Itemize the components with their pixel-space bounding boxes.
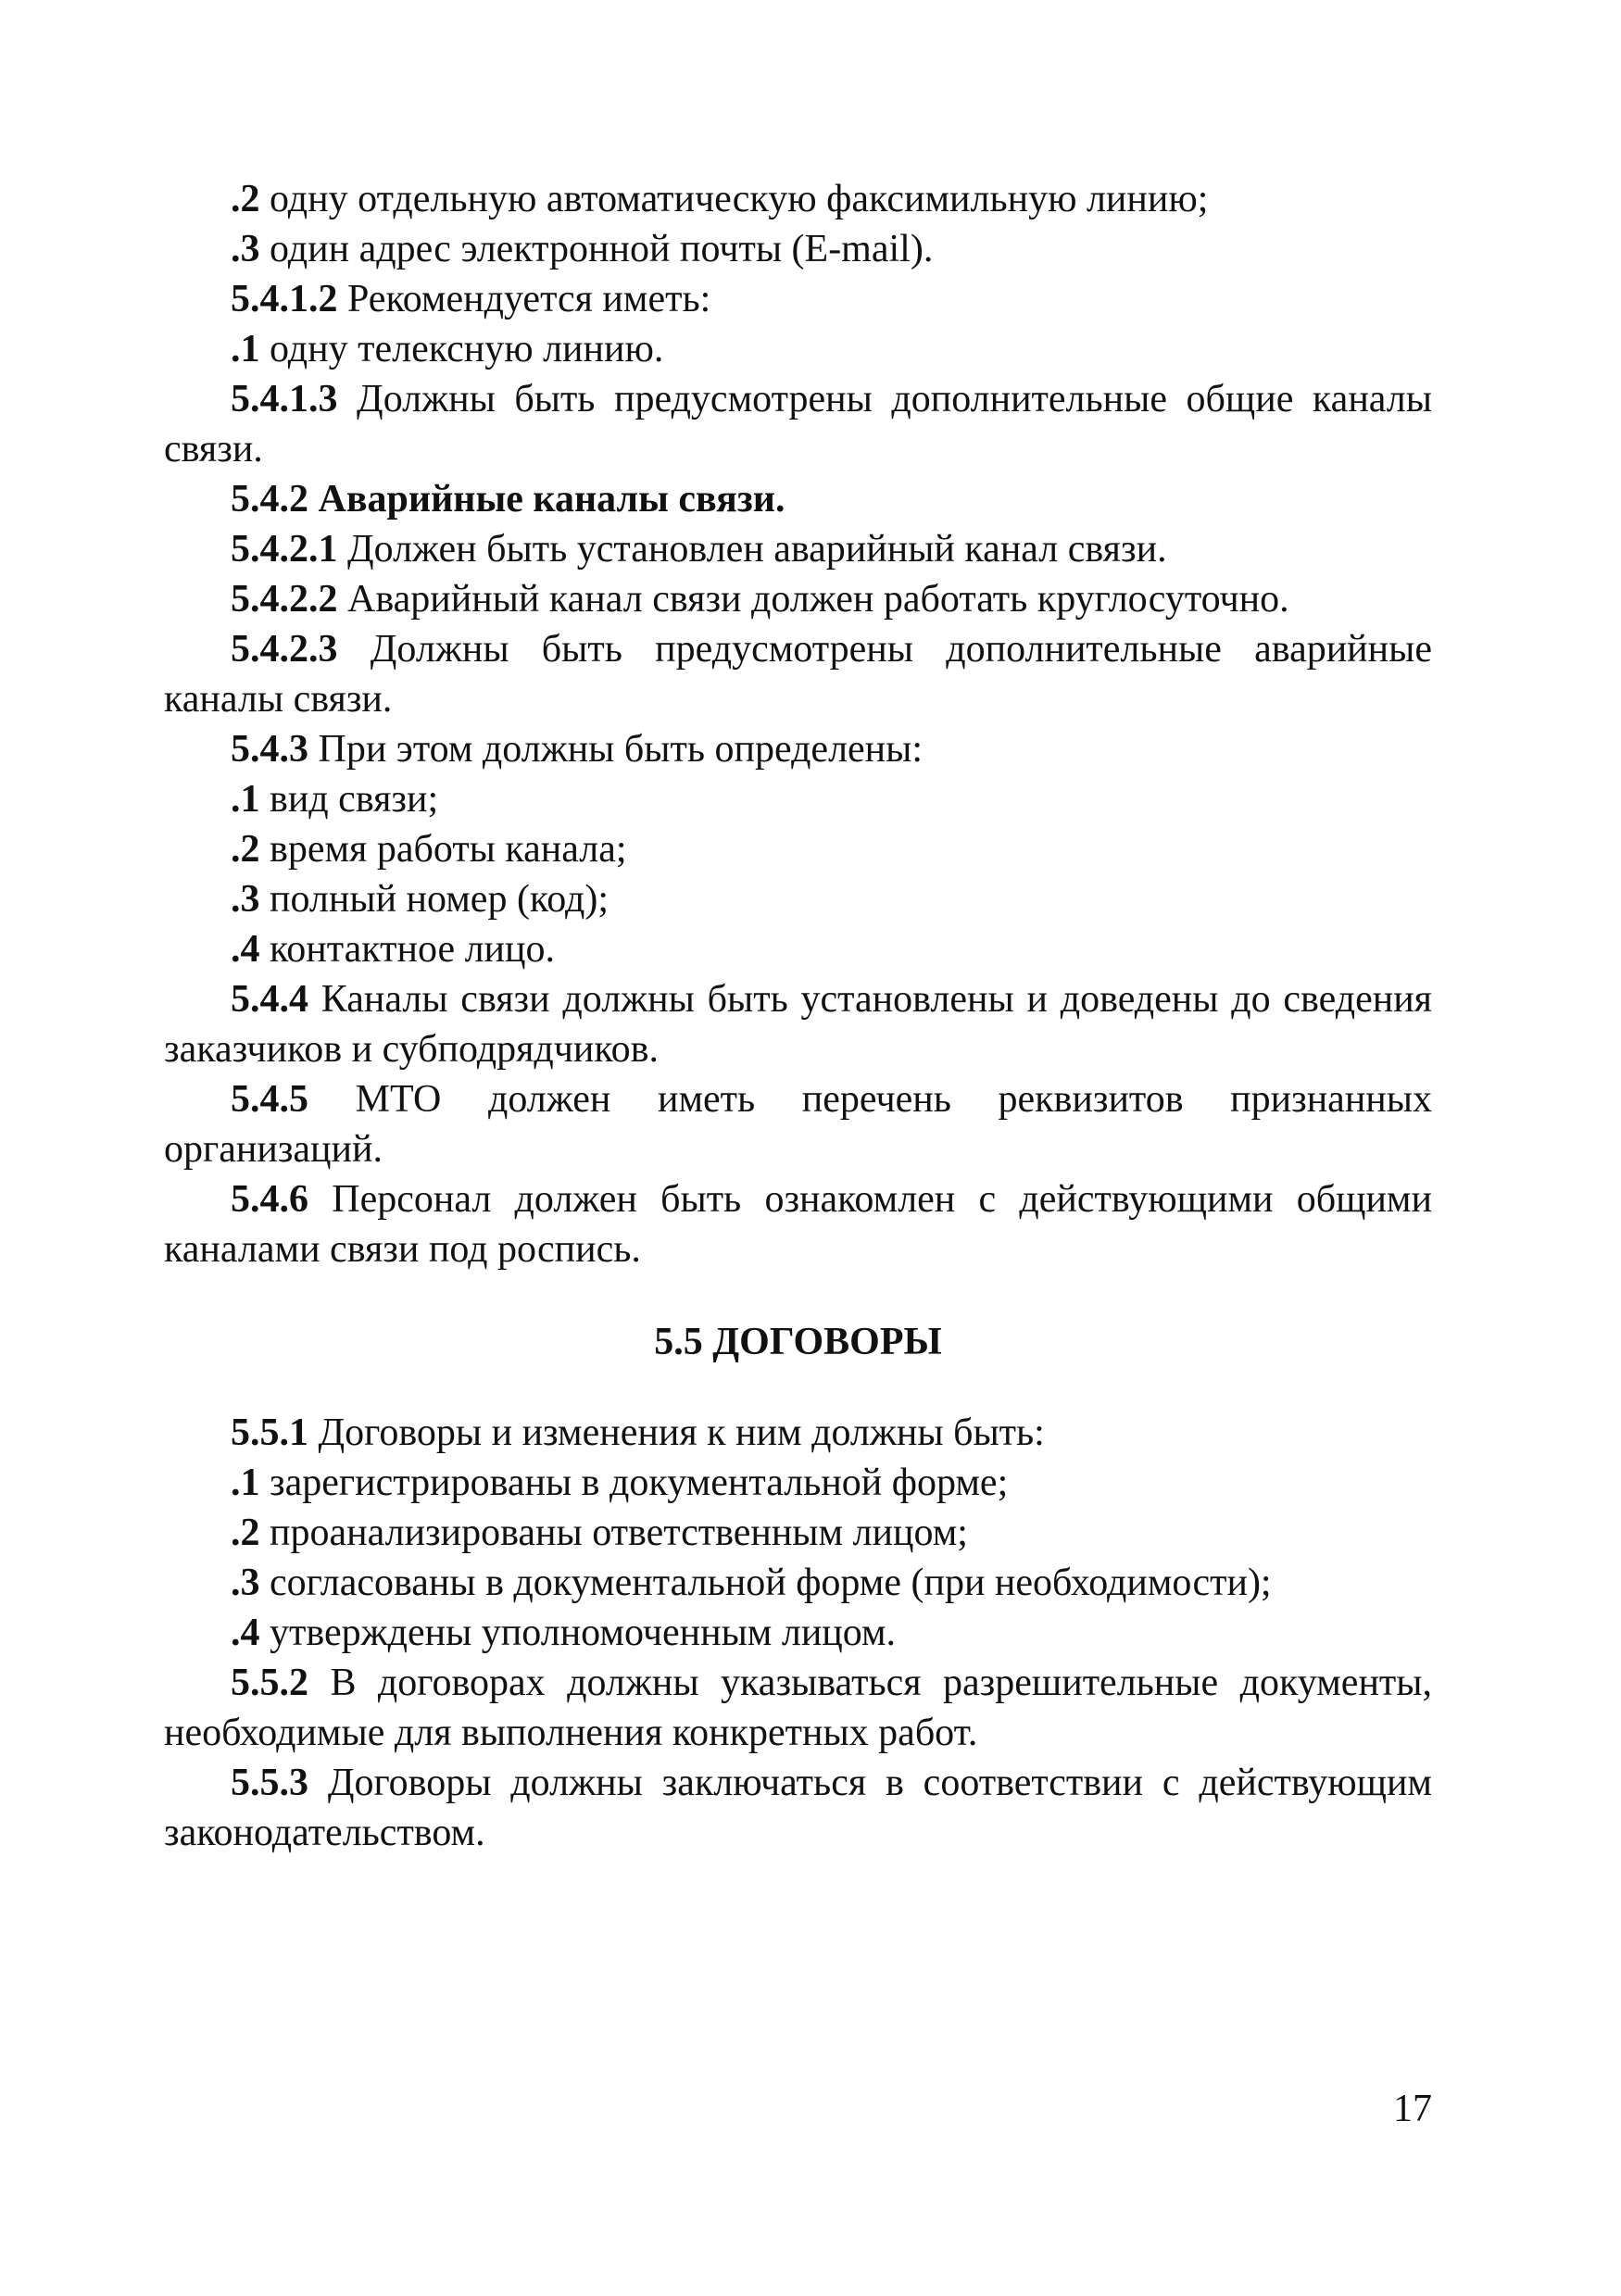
subsection-title: 5.4.2 Аварийные каналы связи. <box>231 478 785 521</box>
paragraph: 5.4.4 Каналы связи должны быть установлены и доведены до сведения заказчиков и субподрядчиков. <box>164 978 1432 1071</box>
paragraph: .3 согласованы в документальной форме (при необходимости); <box>231 1562 1272 1604</box>
paragraph: .3 полный номер (код); <box>231 878 609 921</box>
paragraph: 5.5.3 Договоры должны заключаться в соответствии с действующим законодательством. <box>164 1762 1432 1854</box>
paragraph: 5.4.3 При этом должны быть определены: <box>231 728 924 771</box>
paragraph: 5.4.5 МТО должен иметь перечень реквизитов признанных организаций. <box>164 1078 1432 1171</box>
paragraph: .4 контактное лицо. <box>231 928 556 971</box>
paragraph: .2 одну отдельную автоматическую факсимильную линию; <box>231 178 1209 220</box>
paragraph: .4 утверждены уполномоченным лицом. <box>231 1612 897 1654</box>
paragraph: 5.5.2 В договорах должны указываться разрешительные документы, необходимые для выполнения конкретных работ. <box>164 1662 1432 1754</box>
page-number: 17 <box>1393 2088 1432 2130</box>
paragraph: .1 зарегистрированы в документальной форме; <box>231 1462 1009 1504</box>
paragraph: 5.4.1.2 Рекомендуется иметь: <box>231 278 711 320</box>
paragraph: .1 вид связи; <box>231 778 439 821</box>
section-heading: 5.5 ДОГОВОРЫ <box>654 1321 942 1363</box>
paragraph: 5.4.1.3 Должны быть предусмотрены дополнительные общие каналы связи. <box>164 378 1432 470</box>
paragraph: .2 проанализированы ответственным лицом; <box>231 1512 968 1554</box>
paragraph: 5.4.6 Персонал должен быть ознакомлен с действующими общими каналами связи под роспись. <box>164 1178 1432 1271</box>
paragraph: 5.5.1 Договоры и изменения к ним должны быть: <box>231 1411 1045 1454</box>
paragraph: 5.4.2.1 Должен быть установлен аварийный канал связи. <box>231 528 1167 571</box>
paragraph: 5.4.2.3 Должны быть предусмотрены дополнительные аварийные каналы связи. <box>164 628 1432 721</box>
paragraph: .1 одну телексную линию. <box>231 328 664 370</box>
paragraph: 5.4.2.2 Аварийный канал связи должен работать круглосуточно. <box>231 578 1289 621</box>
body-text <box>164 174 1432 1858</box>
paragraph: .2 время работы канала; <box>231 828 627 871</box>
paragraph: .3 один адрес электронной почты (E-mail). <box>231 228 934 270</box>
